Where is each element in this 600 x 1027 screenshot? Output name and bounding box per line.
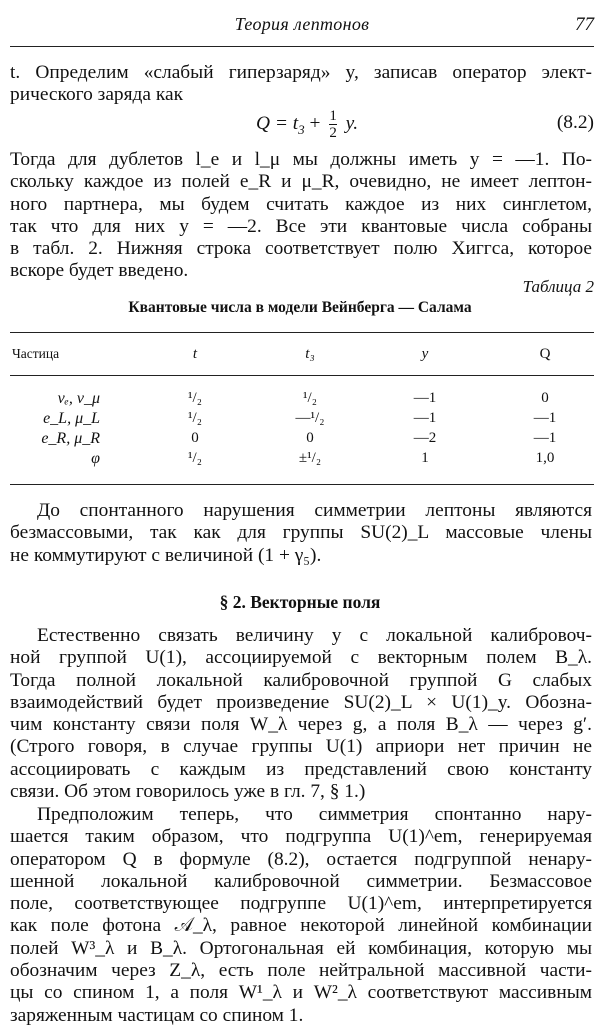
table-cell: —1 bbox=[533, 430, 557, 446]
table-cell: φ bbox=[91, 450, 100, 467]
text-line: в табл. 2. Нижняя строка соответствует полю Хиггса, которое bbox=[10, 238, 592, 260]
table-cell: ¹/₂ bbox=[188, 450, 202, 466]
text-line: не коммутируют с величиной (1 + γ₅). bbox=[10, 544, 322, 566]
text-line: поле, соответствующее подгруппе U(1)^em, интерпретируется bbox=[10, 893, 592, 915]
table-cell: —1 bbox=[413, 390, 437, 406]
table-header-t3: t₃ bbox=[305, 346, 315, 362]
text-line: цы со спином 1, а поля W¹_λ и W²_λ соответствуют массивным bbox=[10, 982, 592, 1004]
table-top-rule bbox=[10, 332, 594, 333]
text-line: заряженным частицам со спином 1. bbox=[10, 1004, 304, 1026]
text-line: обозначим через Z_λ, есть поле нейтральной массивной части- bbox=[10, 960, 592, 982]
text-line: ного партнера, мы будем считать каждое из них синглетом, bbox=[10, 193, 592, 215]
section-heading: § 2. Векторные поля bbox=[219, 592, 381, 612]
text-line: Предположим теперь, что симметрия спонтанно нару- bbox=[37, 804, 592, 825]
table-header-q: Q bbox=[539, 346, 551, 362]
text-line: безмассовыми, так как для группы SU(2)_L массовые члены bbox=[10, 522, 592, 544]
text-line: скольку каждое из полей e_R и μ_R, очевидно, не имеет лептон- bbox=[10, 171, 592, 193]
text-line: как поле фотона 𝒜_λ, равное некоторой линейной комбинации bbox=[10, 915, 592, 937]
text-line: оператором Q в формуле (8.2), остается подгруппой ненару- bbox=[10, 848, 592, 870]
table-header-particle: Частица bbox=[12, 346, 60, 361]
equation-lhs: Q = t bbox=[256, 112, 299, 134]
fraction-one-half bbox=[329, 108, 337, 141]
text-line: Естественно связать величину y с локальной калибровоч- bbox=[37, 625, 592, 646]
table-cell: —2 bbox=[413, 430, 437, 446]
equation-8-2 bbox=[10, 102, 594, 142]
text-line: рического заряда как bbox=[10, 84, 184, 106]
text-line: ассоциировать с каждым из представлений свою константу bbox=[10, 758, 592, 780]
table-cell: ±¹/₂ bbox=[298, 450, 322, 466]
equation-rhs: y. bbox=[340, 112, 359, 134]
fraction-numerator: 1 bbox=[329, 108, 337, 124]
table-cell: —1 bbox=[413, 410, 437, 426]
equation-subscript: 3 bbox=[298, 121, 305, 137]
equation-number: (8.2) bbox=[556, 112, 594, 133]
table-cell: 0 bbox=[541, 390, 549, 406]
page-number: 77 bbox=[575, 14, 594, 35]
table-cell: νₑ, ν_μ bbox=[57, 390, 100, 407]
paragraph-massless bbox=[10, 500, 592, 567]
paragraph-doublets bbox=[10, 149, 592, 283]
text-line: t. Определим «слабый гиперзаряд» y, записав оператор элект- bbox=[10, 62, 592, 83]
text-line: шенной локальной калибровочной симметрии. Безмассовое bbox=[10, 870, 592, 892]
paragraph-symmetry-breaking bbox=[10, 804, 592, 1027]
table-header-t: t bbox=[192, 346, 198, 362]
table-cell: 0 bbox=[306, 430, 314, 446]
header-rule bbox=[10, 46, 594, 47]
table-cell: ¹/₂ bbox=[188, 410, 202, 426]
text-line: Тогда полной локальной калибровочной группой G слабых bbox=[10, 669, 592, 691]
table-cell: e_L, μ_L bbox=[43, 410, 100, 427]
equation-plus: + bbox=[304, 112, 326, 134]
text-line: взаимодействий будет произведение SU(2)_L × U(1)_y. Обозна- bbox=[10, 691, 592, 713]
text-line: вскоре будет введено. bbox=[10, 260, 189, 282]
text-line: связи. Об этом говорилось уже в гл. 7, § 1.) bbox=[10, 781, 366, 803]
table-cell: 1,0 bbox=[535, 450, 555, 466]
fraction-denominator: 2 bbox=[329, 125, 337, 141]
table-caption: Таблица 2 bbox=[522, 277, 594, 296]
text-line: (Строго говоря, в случае группы U(1) априори нет причин не bbox=[10, 736, 592, 758]
text-line: Тогда для дублетов l_e и l_μ мы должны иметь y = —1. По- bbox=[10, 149, 592, 170]
table-cell: e_R, μ_R bbox=[41, 430, 100, 447]
paragraph-vector-fields bbox=[10, 625, 592, 803]
table-cell: 1 bbox=[421, 450, 429, 466]
table-cell: ¹/₂ bbox=[188, 390, 202, 406]
table-cell: ¹/₂ bbox=[303, 390, 317, 406]
text-line: шается таким образом, что подгруппа U(1)^em, генерируемая bbox=[10, 826, 592, 848]
text-line: ной группой U(1), ассоциируемой с векторным полем B_λ. bbox=[10, 647, 592, 669]
text-line: чим константу связи поля W_λ через g, а поля B_λ — через g′. bbox=[10, 714, 592, 736]
table-cell: 0 bbox=[191, 430, 199, 446]
table-cell: —1 bbox=[533, 410, 557, 426]
page-header bbox=[10, 14, 594, 42]
table-cell: —¹/₂ bbox=[295, 410, 325, 426]
running-title: Теория лептонов bbox=[234, 14, 370, 34]
table-title: Квантовые числа в модели Вейнберга — Салама bbox=[128, 299, 472, 316]
intro-paragraph bbox=[10, 62, 592, 107]
equation-formula bbox=[256, 108, 358, 141]
text-line: До спонтанного нарушения симметрии лептоны являются bbox=[37, 500, 592, 521]
table-header-rule bbox=[10, 375, 594, 376]
table-header-y: y bbox=[421, 346, 429, 362]
text-line: полей W³_λ и B_λ. Ортогональная ей комбинация, которую мы bbox=[10, 937, 592, 959]
table-bottom-rule bbox=[10, 484, 594, 485]
text-line: так что для них y = —2. Все эти квантовые числа собраны bbox=[10, 215, 592, 237]
